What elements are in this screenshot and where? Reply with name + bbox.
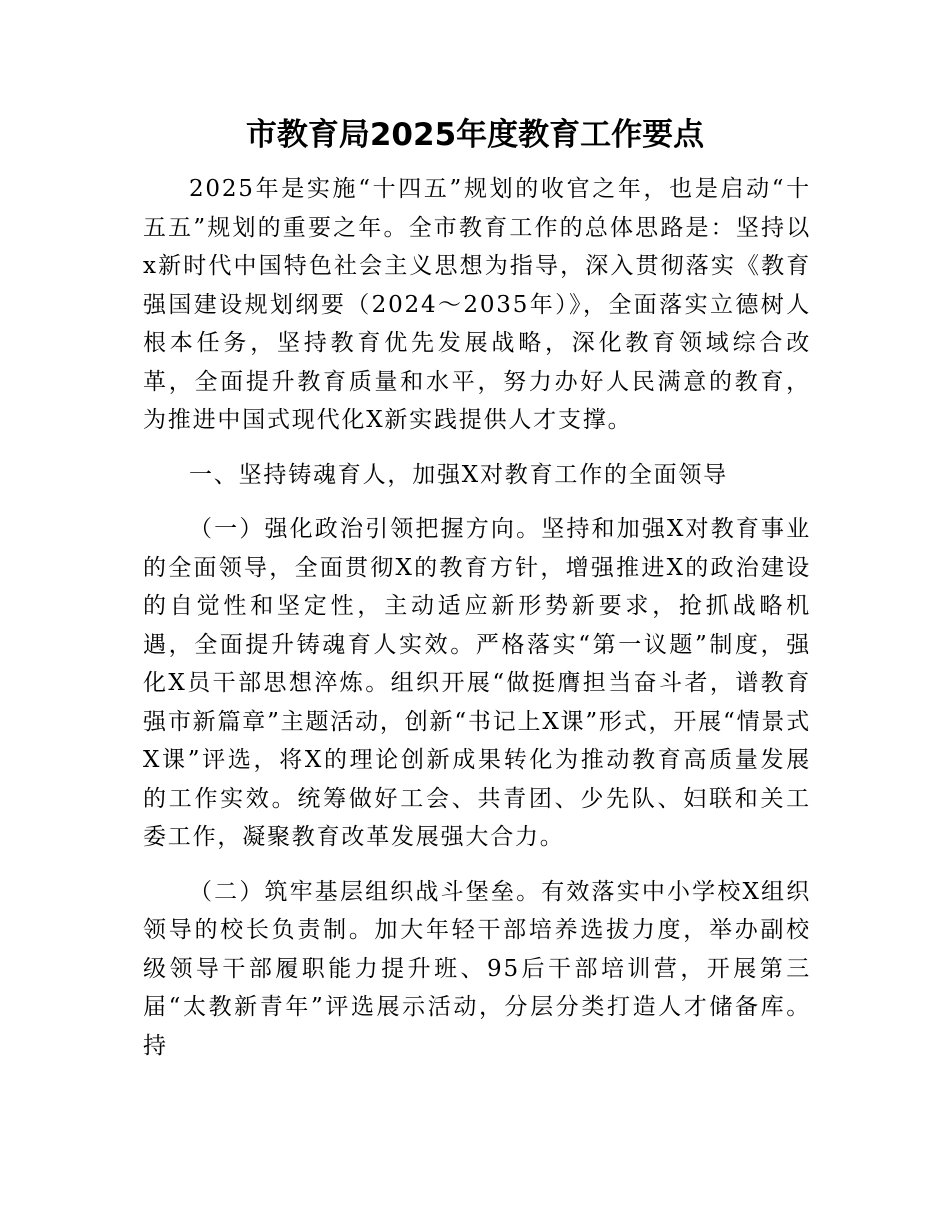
page-title: 市教育局2025年度教育工作要点 <box>245 117 705 153</box>
document-body <box>143 170 811 1065</box>
section-heading: 一、坚持铸魂育人，加强X对教育工作的全面领导 <box>189 461 728 488</box>
subsection-paragraph-2: （二）筑牢基层组织战斗堡垒。有效落实中小学校X组织领导的校长负责制。加大年轻干部培养选拔力度，举办副校级领导干部履职能力提升班、95后干部培训营，开展第三届“太教新青年”评选展示活动，分层分类打造人才储备库。持 <box>143 878 811 1059</box>
intro-paragraph: 2025年是实施“十四五”规划的收官之年，也是启动“十五五”规划的重要之年。全市教育工作的总体思路是：坚持以x新时代中国特色社会主义思想为指导，深入贯彻落实《教育强国建设规划纲要（2024～2035年）》，全面落实立德树人根本任务，坚持教育优先发展战略，深化教育领域综合改革，全面提升教育质量和水平，努力办好人民满意的教育，为推进中国式现代化X新实践提供人才支撑。 <box>143 176 811 433</box>
subsection-paragraph-1: （一）强化政治引领把握方向。坚持和加强X对教育事业的全面领导，全面贯彻X的教育方针，增强推进X的政治建设的自觉性和坚定性，主动适应新形势新要求，抢抓战略机遇，全面提升铸魂育人实效。严格落实“第一议题”制度，强化X员干部思想淬炼。组织开展“做挺膺担当奋斗者，谱教育强市新篇章”主题活动，创新“书记上X课”形式，开展“情景式X课”评选，将X的理论创新成果转化为推动教育高质量发展的工作实效。统筹做好工会、共青团、少先队、妇联和关工委工作，凝聚教育改革发展强大合力。 <box>143 516 811 850</box>
